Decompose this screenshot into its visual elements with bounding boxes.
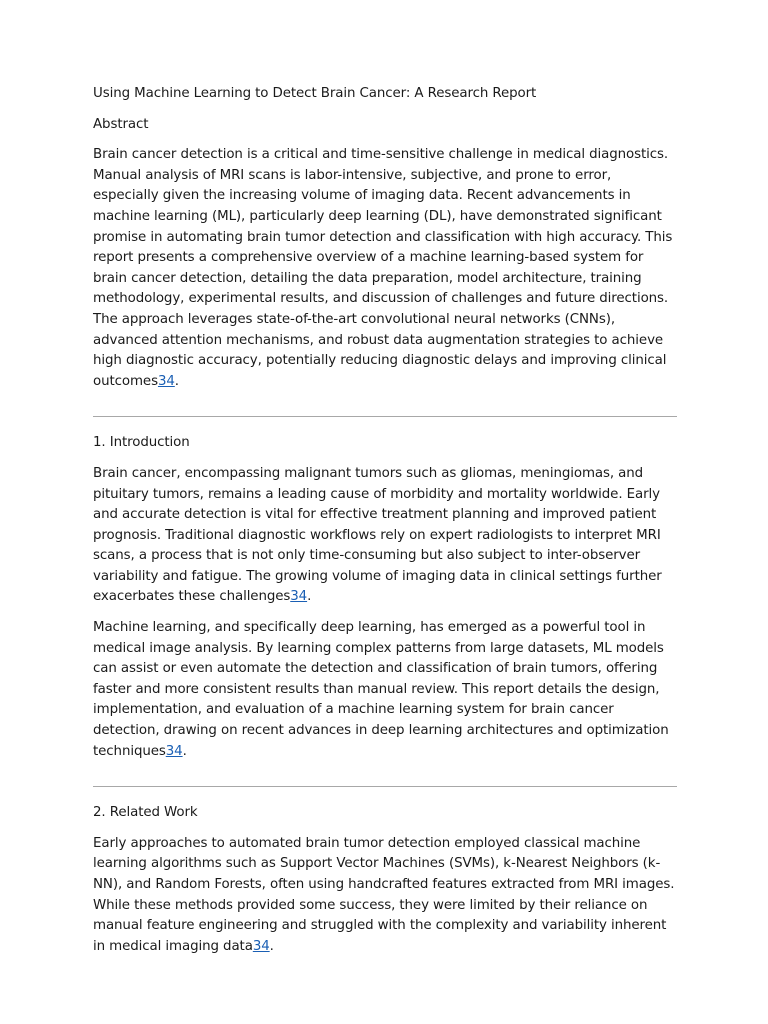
section-divider-2 — [93, 786, 677, 787]
abstract-text: Brain cancer detection is a critical and time-sensitive challenge in medical diagnostics. Manual analysis of MRI scans is labor-intensive, subjective, and prone to error, especially given the increasing volume of imaging data. Recent advancements in machine learning (ML), particularly deep learning (DL), have demonstrated significant promise in automating brain tumor detection and classification with high accuracy. This report presents a comprehensive overview of a machine learning-based system for brain cancer detection, detailing the data preparation, model architecture, training methodology, experimental results, and discussion of challenges and future directions. The approach leverages state-of-the-art convolutional neural networks (CNNs), advanced attention mechanisms, and robust data augmentation strategies to achieve high diagnostic accuracy, potentially reducing diagnostic delays and improving clinical outcomes — [93, 147, 673, 389]
abstract-period: . — [174, 373, 179, 389]
abstract-paragraph — [93, 145, 677, 392]
intro-paragraph-2 — [93, 618, 677, 762]
abstract-citation-link[interactable]: 34 — [157, 373, 175, 389]
document-title: Using Machine Learning to Detect Brain Cancer: A Research Report — [93, 86, 537, 101]
intro-p1-citation-link[interactable]: 34 — [290, 589, 308, 605]
abstract-heading: Abstract — [93, 116, 149, 132]
section-divider-1 — [93, 416, 677, 417]
intro-paragraph-1 — [93, 464, 677, 608]
intro-p2-text: Machine learning, and specifically deep learning, has emerged as a powerful tool in medical image analysis. By learning complex patterns from large datasets, ML models can assist or even automate the detection and classification of brain tumors, offering faster and more consistent results than manual review. This report details the design, implementation, and evaluation of a machine learning system for brain cancer detection, drawing on recent advances in deep learning architectures and optimization techniques — [93, 620, 669, 759]
related-p1-period: . — [269, 938, 274, 954]
intro-p1-text: Brain cancer, encompassing malignant tumors such as gliomas, meningiomas, and pituitary tumors, remains a leading cause of morbidity and mortality worldwide. Early and accurate detection is vital for effective treatment planning and improved patient prognosis. Traditional diagnostic workflows rely on expert radiologists to interpret MRI scans, a process that is not only time-consuming but also subject to inter-observer variability and fatigue. The growing volume of imaging data in clinical settings further exacerbates these challenges — [93, 465, 662, 605]
related-work-heading: 2. Related Work — [93, 805, 198, 821]
related-work-paragraph-1 — [93, 834, 677, 958]
intro-p2-period: . — [182, 743, 187, 759]
intro-p2-citation-link[interactable]: 34 — [165, 743, 183, 759]
related-p1-citation-link[interactable]: 34 — [252, 938, 270, 954]
related-p1-text: Early approaches to automated brain tumor detection employed classical machine learning algorithms such as Support Vector Machines (SVMs), k-Nearest Neighbors (k-NN), and Random Forests, often using handcrafted features extracted from MRI images. While these methods provided some success, they were limited by their reliance on manual feature engineering and struggled with the complexity and variability inherent in medical imaging data — [93, 835, 675, 954]
document-page — [93, 84, 677, 967]
intro-heading: 1. Introduction — [93, 435, 190, 451]
intro-p1-period: . — [307, 589, 312, 605]
